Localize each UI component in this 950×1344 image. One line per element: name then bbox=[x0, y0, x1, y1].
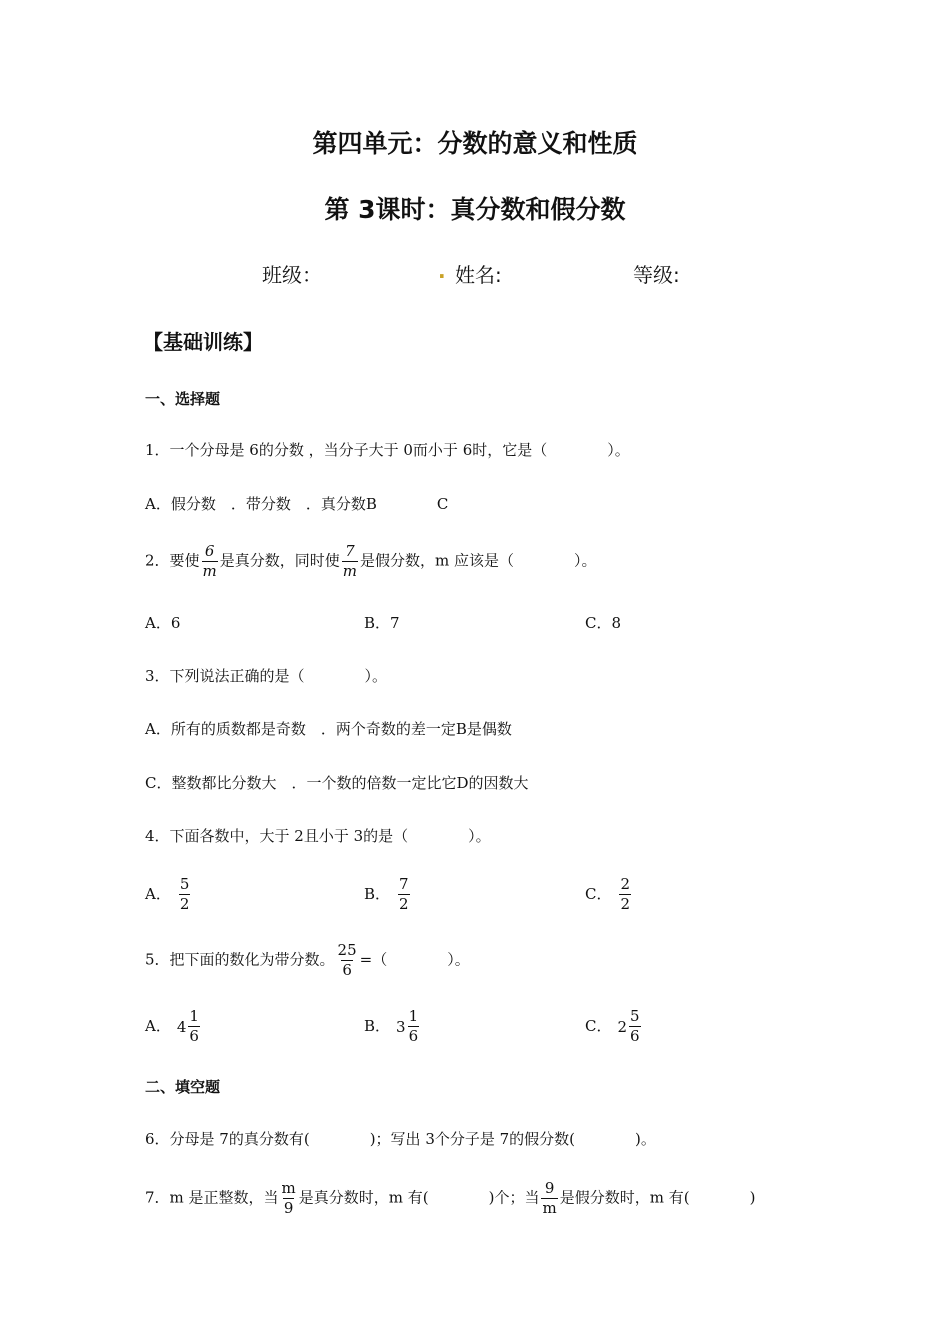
part2-title: 二、填空题 bbox=[145, 1078, 221, 1096]
fraction-numerator: 2 bbox=[620, 875, 631, 893]
unit-title: 第四单元：分数的意义和性质 bbox=[312, 129, 638, 158]
question-2-mid: 是真分数，同时使 bbox=[219, 551, 340, 570]
question-2-post: 是假分数，m 应该是（ ）。 bbox=[360, 551, 597, 570]
fraction-2-over-2 bbox=[619, 876, 631, 913]
fraction-denominator: 2 bbox=[179, 895, 190, 913]
mixed-whole: 4 bbox=[176, 1017, 187, 1036]
option-label: C． bbox=[585, 884, 612, 903]
fraction-denominator: m bbox=[542, 1199, 557, 1217]
fraction-numerator: 25 bbox=[337, 941, 357, 959]
question-1: 1．一个分母是 6的分数 ，当分子大于 0而小于 6时，它是（ ）。 bbox=[145, 441, 630, 459]
mixed-fraction bbox=[408, 1008, 420, 1045]
question-4-option-b bbox=[364, 876, 412, 913]
mixed-number bbox=[617, 1008, 642, 1045]
question-3-options-line2: C．整数都比分数大 ．一个数的倍数一定比它D的因数大 bbox=[145, 774, 529, 792]
fraction-25-over-6 bbox=[337, 942, 358, 979]
question-4-option-a bbox=[145, 876, 192, 913]
fraction-denominator: 6 bbox=[408, 1027, 419, 1045]
fraction-m-over-9 bbox=[281, 1180, 297, 1217]
fraction-denominator: 9 bbox=[283, 1199, 294, 1217]
section-title: 【基础训练】 bbox=[143, 330, 263, 354]
separator-dot: . bbox=[438, 259, 446, 283]
question-6: 6．分母是 7的真分数有( )；写出 3个分子是 7的假分数( )。 bbox=[145, 1130, 656, 1148]
fraction-denominator: 2 bbox=[399, 895, 409, 913]
question-5-post: =（ ）。 bbox=[359, 950, 470, 969]
question-5-option-a bbox=[145, 1008, 202, 1045]
fraction-denominator: m bbox=[202, 562, 217, 580]
question-5-option-b bbox=[364, 1008, 421, 1045]
question-2-option-c: C．8 bbox=[585, 614, 622, 632]
question-7-post: 是假分数时，m 有( ) bbox=[559, 1188, 756, 1207]
name-label: 姓名: bbox=[455, 263, 502, 287]
question-1-options: A．假分数 ．带分数 ．真分数B C bbox=[145, 495, 449, 513]
question-5 bbox=[145, 942, 470, 979]
question-7 bbox=[145, 1180, 755, 1217]
fraction-denominator: m bbox=[342, 562, 358, 580]
mixed-number bbox=[177, 1008, 202, 1045]
fraction-numerator: 9 bbox=[544, 1179, 555, 1197]
grade-label: 等级: bbox=[633, 263, 680, 287]
question-2 bbox=[145, 543, 597, 580]
fraction-numerator: 1 bbox=[408, 1007, 419, 1025]
fraction-denominator: 6 bbox=[342, 961, 352, 979]
class-label: 班级： bbox=[262, 263, 322, 287]
question-5-pre: 5．把下面的数化为带分数。 bbox=[145, 950, 335, 969]
fraction-5-over-2 bbox=[179, 876, 191, 913]
question-2-option-a: A．6 bbox=[145, 614, 181, 632]
fraction-numerator: 5 bbox=[630, 1007, 640, 1025]
fraction-9-over-m bbox=[541, 1180, 557, 1217]
mixed-whole: 2 bbox=[617, 1017, 628, 1036]
mixed-fraction bbox=[188, 1008, 200, 1045]
question-7-pre: 7．m 是正整数，当 bbox=[145, 1188, 279, 1207]
fraction-7-over-2 bbox=[398, 876, 410, 913]
fraction-numerator: 5 bbox=[179, 875, 190, 893]
fraction-denominator: 6 bbox=[189, 1027, 199, 1045]
question-7-mid: 是真分数时，m 有( )个；当 bbox=[298, 1188, 540, 1207]
question-5-option-c bbox=[585, 1008, 643, 1045]
fraction-numerator: 6 bbox=[204, 542, 215, 560]
question-2-option-b: B．7 bbox=[364, 614, 400, 632]
mixed-whole: 3 bbox=[396, 1017, 406, 1036]
fraction-6-over-m bbox=[202, 543, 218, 580]
option-label: A． bbox=[145, 884, 171, 903]
fraction-numerator: 1 bbox=[189, 1007, 199, 1025]
fraction-denominator: 6 bbox=[630, 1027, 640, 1045]
question-3: 3．下列说法正确的是（ ）。 bbox=[145, 667, 388, 685]
question-4: 4．下面各数中，大于 2且小于 3的是（ ）。 bbox=[145, 827, 491, 845]
question-3-options-line1: A．所有的质数都是奇数 ．两个奇数的差一定B是偶数 bbox=[145, 720, 512, 738]
fraction-numerator: 7 bbox=[345, 542, 355, 560]
lesson-title: 第 3课时：真分数和假分数 bbox=[324, 195, 626, 224]
fraction-denominator: 2 bbox=[620, 895, 631, 913]
option-label: A． bbox=[145, 1016, 171, 1035]
mixed-number bbox=[396, 1008, 421, 1045]
part1-title: 一、选择题 bbox=[145, 390, 221, 408]
fraction-numerator: m bbox=[281, 1179, 296, 1197]
option-label: B． bbox=[364, 1016, 391, 1035]
question-2-pre: 2．要使 bbox=[145, 551, 200, 570]
mixed-fraction bbox=[629, 1008, 641, 1045]
option-label: B． bbox=[364, 884, 391, 903]
fraction-numerator: 7 bbox=[399, 875, 409, 893]
option-label: C． bbox=[585, 1016, 612, 1035]
question-4-option-c bbox=[585, 876, 633, 913]
fraction-7-over-m bbox=[342, 543, 358, 580]
